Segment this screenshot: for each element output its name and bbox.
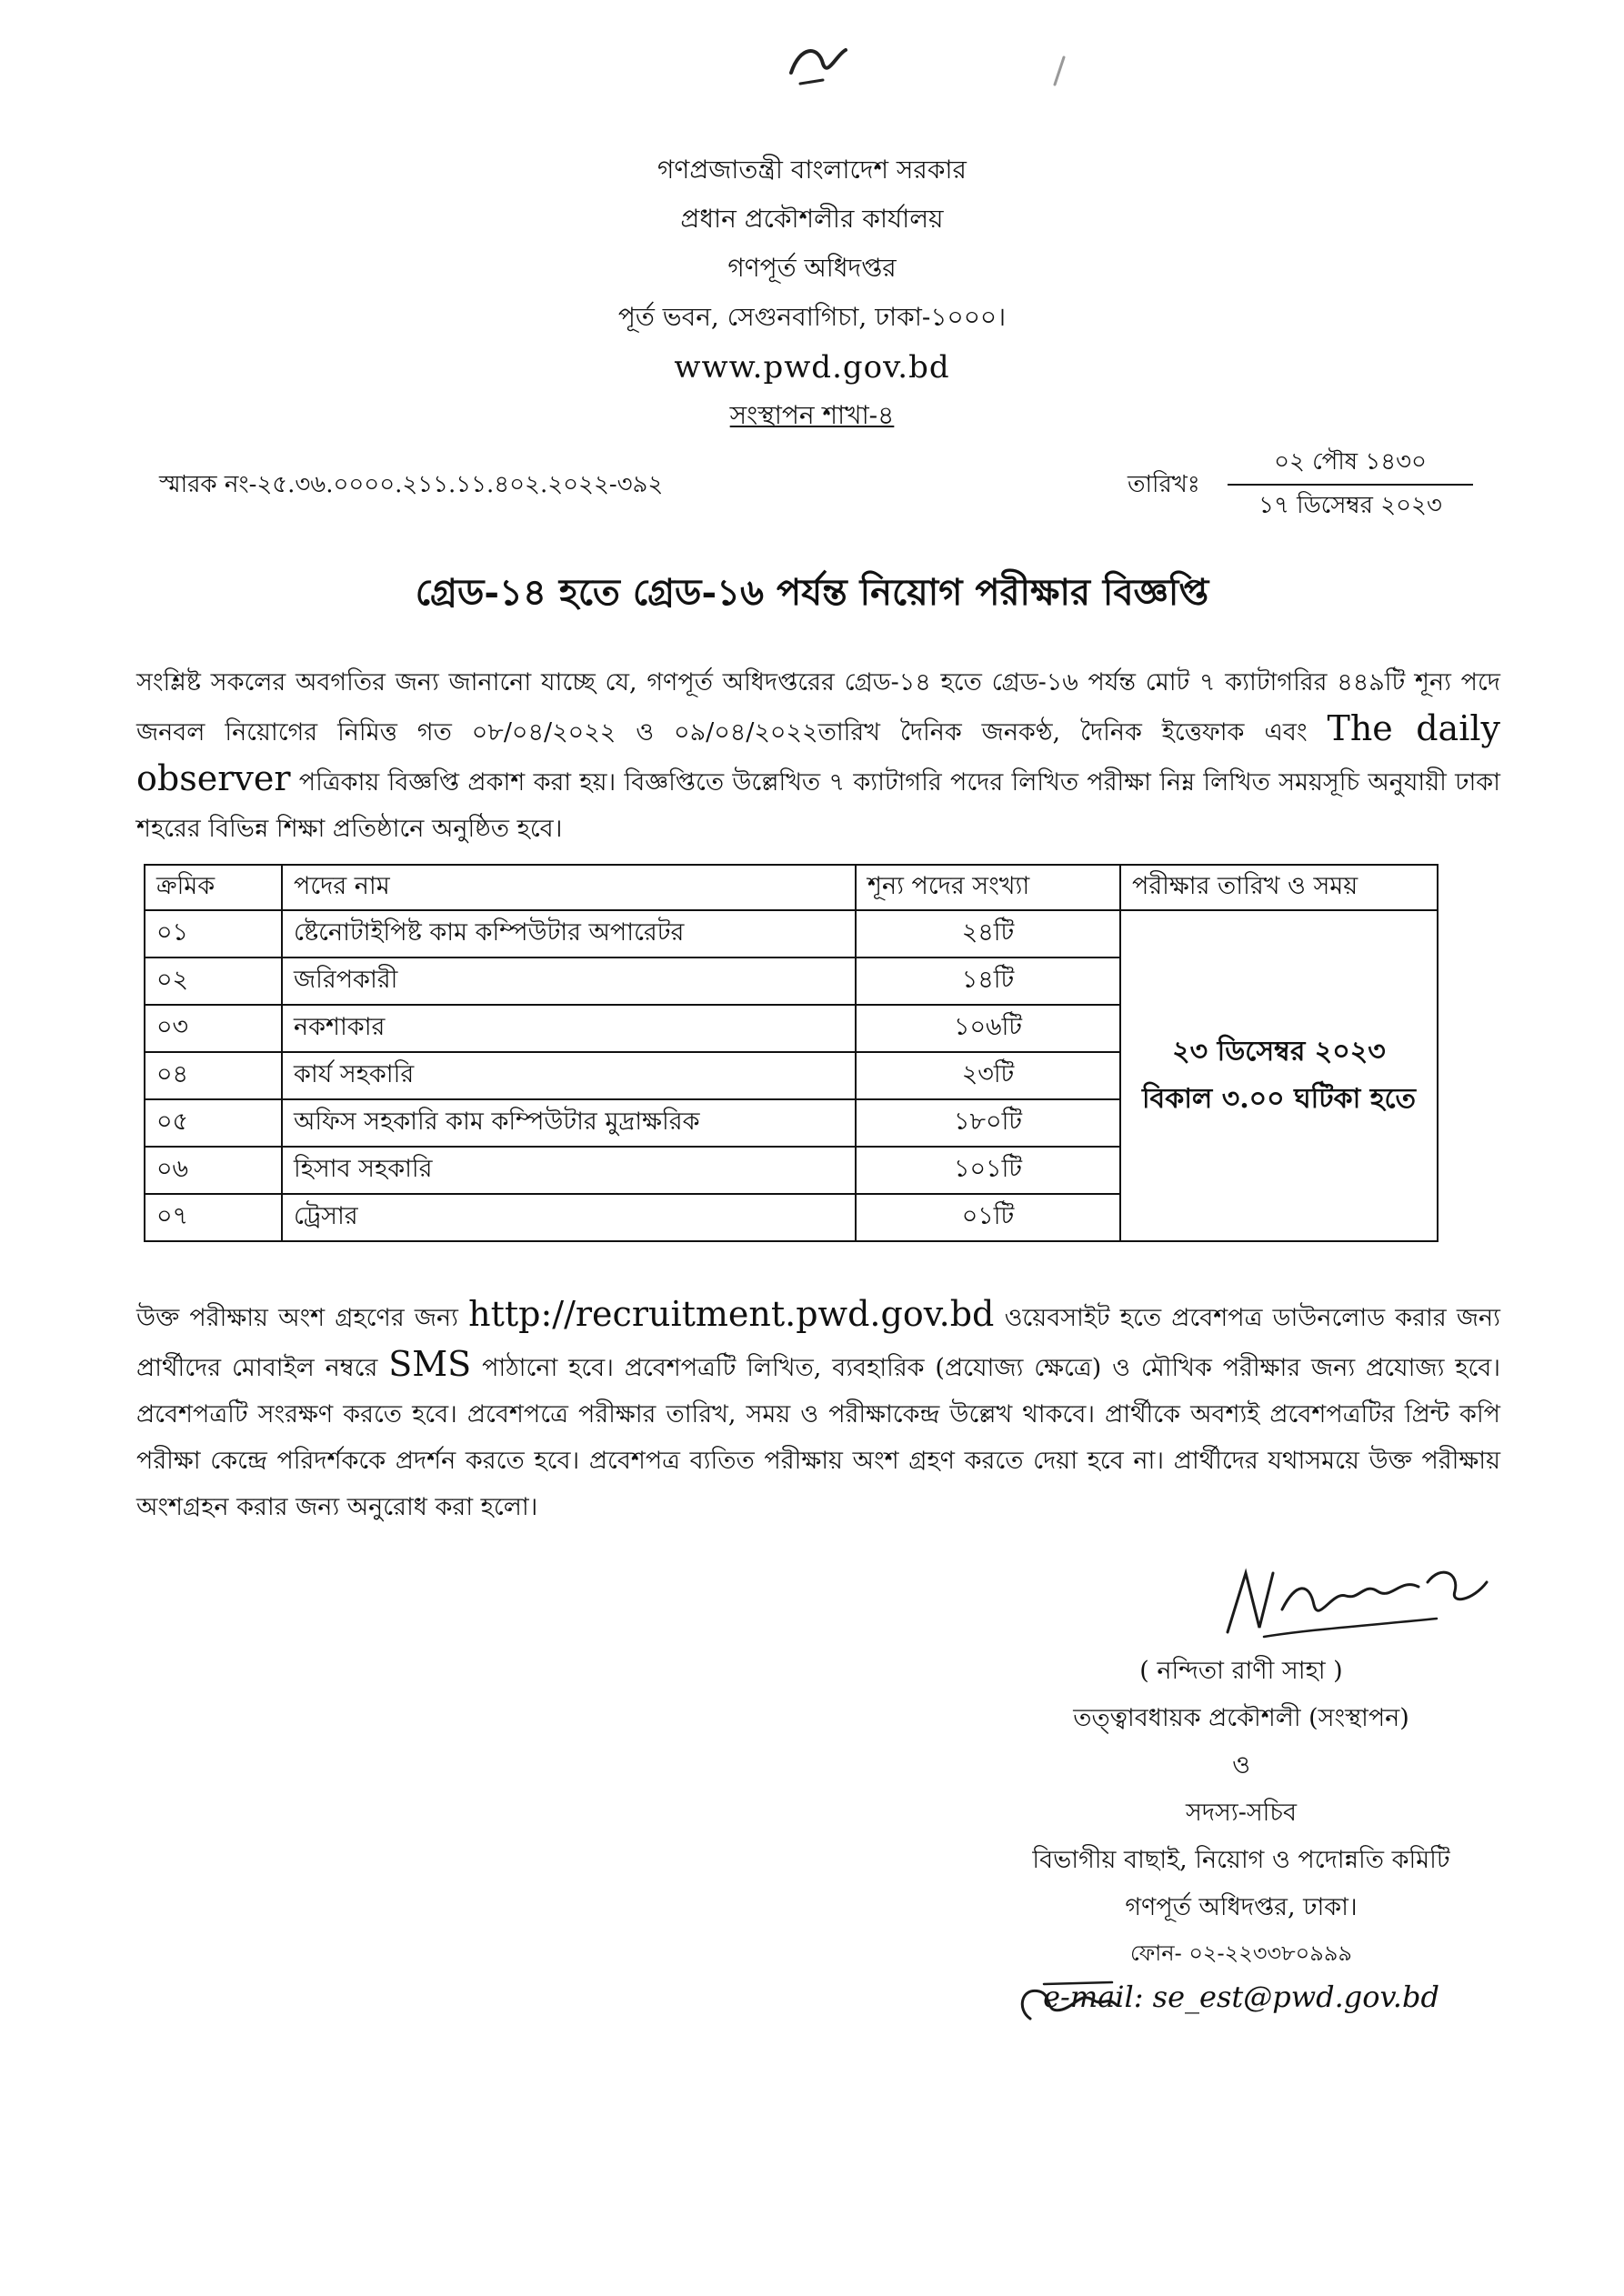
row-post: কার্য সহকারি [282, 1052, 856, 1099]
body-text-a: উক্ত পরীক্ষায় অংশ গ্রহণের জন্য [136, 1304, 458, 1332]
office-name: প্রধান প্রকৌশলীর কার্যালয় [680, 204, 944, 234]
table-row [145, 910, 1438, 958]
recruitment-url-link[interactable]: http://recruitment.pwd.gov.bd [468, 1294, 995, 1334]
signer-designation: তত্ত্বাবধায়ক প্রকৌশলী (সংস্থাপন) [1073, 1704, 1409, 1732]
row-serial: ০৫ [145, 1099, 282, 1147]
body-text-b: ওয়েবসাইট হতে প্রবেশপত্র ডাউনলোড করার জন্য প্রার্থীদের মোবাইল নম্বরে [136, 1304, 1500, 1382]
row-serial: ০৬ [145, 1147, 282, 1194]
row-post: অফিস সহকারি কাম কম্পিউটার মুদ্রাক্ষরিক [282, 1099, 856, 1147]
signature-block [955, 1648, 1528, 2019]
sms-label: SMS [388, 1344, 472, 1384]
date-label: তারিখঃ [1128, 471, 1200, 498]
letterhead [0, 145, 1624, 438]
row-vacancies: ০১টি [856, 1194, 1120, 1241]
row-vacancies: ১০১টি [856, 1147, 1120, 1194]
row-vacancies: ১৪টি [856, 958, 1120, 1005]
memo-number: স্মারক নং-২৫.৩৬.০০০০.২১১.১১.৪০২.২০২২-৩৯২ [159, 471, 664, 498]
exam-schedule-table [144, 864, 1439, 1242]
row-vacancies: ১০৬টি [856, 1005, 1120, 1052]
date-block [1228, 444, 1473, 526]
page-number-mark-icon [782, 36, 855, 91]
date-gregorian: ১৭ ডিসেম্বর ২০২৩ [1258, 492, 1442, 519]
row-post: জরিপকারী [282, 958, 856, 1005]
table-header-row [145, 865, 1438, 910]
office-location: গণপূর্ত অধিদপ্তর, ঢাকা। [1125, 1893, 1358, 1921]
notice-title: গ্রেড-১৪ হতে গ্রেড-১৬ পর্যন্ত নিয়োগ পরীক্ষার বিজ্ঞপ্তি [415, 571, 1209, 614]
signer-role: সদস্য-সচিব [1186, 1799, 1297, 1827]
handwritten-signature-icon [1209, 1546, 1500, 1646]
row-vacancies: ১৮০টি [856, 1099, 1120, 1147]
exam-date: ২৩ ডিসেম্বর ২০২৩ [1172, 1036, 1386, 1068]
row-serial: ০১ [145, 910, 282, 958]
email-link[interactable]: e-mail: se_est@pwd.gov.bd [1043, 1980, 1439, 2014]
body-text-c: পাঠানো হবে। প্রবেশপত্রটি লিখিত, ব্যবহারিক (প্রযোজ্য ক্ষেত্রে) ও মৌখিক পরীক্ষার জন্য প্রযোজ্য হবে। প্রবেশপত্রটি সংরক্ষণ করতে হবে। প্রবেশপত্রে পরীক্ষার তারিখ, সময় ও পরীক্ষাকেন্দ্র উল্লেখ থাকবে। প্রার্থীকে অবশ্যই প্রবেশপত্রটির প্রিন্ট কপি পরীক্ষা কেন্দ্রে পরিদর্শককে প্রদর্শন করতে হবে। প্রবেশপত্র ব্যতিত পরীক্ষায় অংশ গ্রহণ করতে দেয়া হবে না। প্রার্থীদের যথাসময়ে উক্ত পরীক্ষায় অংশগ্রহন করার জন্য অনুরোধ করা হলো। [136, 1354, 1500, 1521]
office-address: পূর্ত ভবন, সেগুনবাগিচা, ঢাকা-১০০০। [617, 302, 1007, 332]
department-name: গণপূর্ত অধিদপ্তর [727, 253, 897, 283]
row-post: ষ্টেনোটাইপিষ্ট কাম কম্পিউটার অপারেটর [282, 910, 856, 958]
row-post: নকশাকার [282, 1005, 856, 1052]
row-serial: ০৩ [145, 1005, 282, 1052]
exam-date-time-cell [1120, 910, 1438, 1241]
header-exam-time: পরীক্ষার তারিখ ও সময় [1120, 865, 1438, 910]
branch-name: সংস্থাপন শাখা-৪ [729, 400, 895, 430]
intro-paragraph [136, 659, 1500, 852]
header-serial: ক্রমিক [145, 865, 282, 910]
header-vacancies: শূন্য পদের সংখ্যা [856, 865, 1120, 910]
row-serial: ০৭ [145, 1194, 282, 1241]
committee-name: বিভাগীয় বাছাই, নিয়োগ ও পদোন্নতি কমিটি [1032, 1846, 1450, 1874]
intro-text-a: সংশ্লিষ্ট সকলের অবগতির জন্য জানানো যাচ্ছে যে, গণপূর্ত অধিদপ্তরের গ্রেড-১৪ হতে গ্রেড-১৬ পর্যন্ত মোট ৭ ক্যাটাগরির ৪৪৯টি শূন্য পদে জনবল নিয়োগের নিমিত্ত গত ০৮/০৪/২০২২ ও ০৯/০৪/২০২২তারিখ দৈনিক জনকণ্ঠ, দৈনিক ইত্তেফাক এবং [136, 668, 1500, 747]
exam-time: বিকাল ৩.০০ ঘটিকা হতে [1141, 1083, 1417, 1115]
row-vacancies: ২৪টি [856, 910, 1120, 958]
phone-number: ফোন- ০২-২২৩৩৮০৯৯৯ [1130, 1940, 1352, 1966]
row-vacancies: ২৩টি [856, 1052, 1120, 1099]
government-name: গণপ্রজাতন্ত্রী বাংলাদেশ সরকার [657, 155, 967, 185]
date-bangla: ০২ পৌষ ১৪৩০ [1228, 444, 1473, 486]
signer-name: ( নন্দিতা রাণী সাহা ) [1139, 1657, 1343, 1685]
website-link[interactable]: www.pwd.gov.bd [674, 349, 950, 386]
instructions-paragraph [136, 1291, 1500, 1530]
row-post: হিসাব সহকারি [282, 1147, 856, 1194]
row-serial: ০৪ [145, 1052, 282, 1099]
ink-tick-icon [1046, 53, 1073, 89]
newspaper-name: The daily observer [136, 708, 1500, 798]
intro-text-b: পত্রিকায় বিজ্ঞপ্তি প্রকাশ করা হয়। বিজ্ঞপ্তিতে উল্লেখিত ৭ ক্যাটাগরি পদের লিখিত পরীক্ষা নিম্ন লিখিত সময়সূচি অনুযায়ী ঢাকা শহরের বিভিন্ন শিক্ষা প্রতিষ্ঠানে অনুষ্ঠিত হবে। [136, 768, 1500, 843]
row-post: ট্রেসার [282, 1194, 856, 1241]
signer-conjunction: ও [1232, 1751, 1250, 1780]
header-post: পদের নাম [282, 865, 856, 910]
row-serial: ০২ [145, 958, 282, 1005]
initials-signature-icon [1007, 1973, 1126, 2028]
